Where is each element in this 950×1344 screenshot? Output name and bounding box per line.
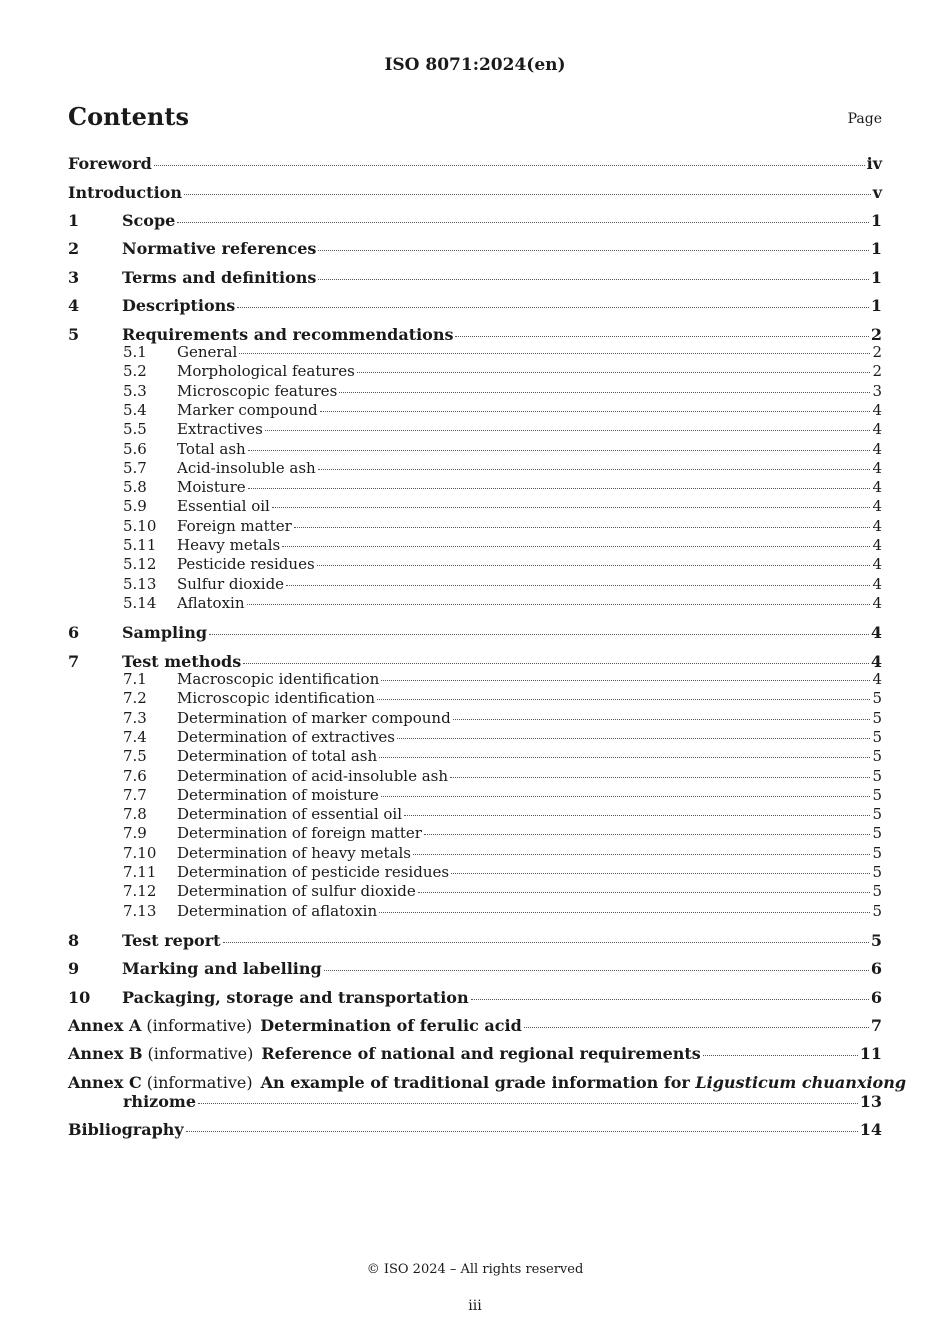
dot-leader <box>455 336 868 337</box>
toc-subentry[interactable] <box>68 844 882 863</box>
dot-leader <box>272 507 871 508</box>
toc-entry-page: 4 <box>872 670 882 688</box>
dot-leader <box>397 738 870 739</box>
toc-entry-number: 5.5 <box>123 420 147 439</box>
toc-subentry[interactable] <box>68 786 882 805</box>
toc-entry-page: 4 <box>872 593 882 612</box>
dot-leader <box>184 194 871 195</box>
toc-entry-number: 5.8 <box>123 478 147 497</box>
toc-entry-page: 4 <box>872 497 882 516</box>
toc-subentry[interactable] <box>68 401 882 420</box>
dot-leader <box>453 719 871 720</box>
toc-entry-page: 2 <box>872 343 882 361</box>
toc-entry-page: 4 <box>872 516 882 535</box>
toc-entry-title: Determination of sulfur dioxide <box>177 882 416 901</box>
toc-entry-title: Macroscopic identification <box>177 670 380 688</box>
dot-leader <box>379 912 870 913</box>
toc-subentry[interactable] <box>68 902 882 921</box>
toc-entry[interactable] <box>68 988 882 1010</box>
toc-entry-number: 3 <box>68 268 80 287</box>
toc-entry-title: Moisture <box>177 478 246 497</box>
toc-entry-title: Determination of total ash <box>177 747 378 766</box>
toc-annex-entry-continuation[interactable] <box>68 1092 882 1114</box>
annex-page: 11 <box>859 1044 882 1063</box>
toc-entry-page: iv <box>866 154 882 173</box>
toc-subentry[interactable] <box>68 805 882 824</box>
dot-leader <box>248 488 871 489</box>
toc-entry-title: Introduction <box>68 183 182 202</box>
toc-entry-page: 6 <box>870 959 882 978</box>
toc-entry-number: 10 <box>68 988 91 1007</box>
toc-entry-number: 5.3 <box>123 381 147 400</box>
toc-entry-page: 3 <box>872 381 882 400</box>
toc-entry-page: 4 <box>872 400 882 419</box>
toc-entry-title: Scope <box>122 211 176 230</box>
dot-leader <box>451 873 870 874</box>
toc-entry-number: 7.10 <box>123 843 157 862</box>
toc-entry-number: 7.7 <box>123 785 147 804</box>
dot-leader <box>286 585 870 586</box>
toc-entry[interactable] <box>68 154 882 176</box>
toc-entry-title: Determination of foreign matter <box>177 824 422 843</box>
dot-leader <box>324 970 869 971</box>
toc-entry-number: 7.5 <box>123 747 147 766</box>
toc-entry-number: 2 <box>68 239 80 258</box>
toc-entry-page: 4 <box>872 439 882 458</box>
toc-entry-number: 6 <box>68 623 80 642</box>
dot-leader <box>294 527 871 528</box>
dot-leader <box>198 1103 858 1104</box>
toc-subentry[interactable] <box>68 575 882 594</box>
toc-entry-number: 5.12 <box>123 555 157 574</box>
toc-entry-title: Determination of marker compound <box>177 708 451 727</box>
dot-leader <box>418 892 871 893</box>
dot-leader <box>177 222 869 223</box>
toc-entry-page: 4 <box>870 652 882 671</box>
toc-entry-number: 7.13 <box>123 901 157 920</box>
annex-title: Determination of ferulic acid <box>260 1016 522 1035</box>
toc-entry-title: Marker compound <box>177 400 318 419</box>
toc-entry-title: Determination of essential oil <box>177 805 403 824</box>
toc-entry-page: 4 <box>872 574 882 593</box>
dot-leader <box>404 815 870 816</box>
toc-subentry[interactable] <box>68 728 882 747</box>
toc-subentry[interactable] <box>68 478 882 497</box>
annex-title: Reference of national and regional requirements <box>261 1044 701 1063</box>
toc-entry-title: General <box>177 343 238 361</box>
toc-entry-page: 5 <box>872 785 882 804</box>
toc-bibliography-entry[interactable] <box>68 1120 882 1142</box>
toc-subentry[interactable] <box>68 767 882 786</box>
toc-entry[interactable] <box>68 623 882 645</box>
toc-entry[interactable] <box>68 239 882 261</box>
dot-leader <box>239 353 870 354</box>
toc-entry-title: Descriptions <box>122 296 236 315</box>
toc-entry-number: 7.3 <box>123 708 147 727</box>
toc-entry-title: Packaging, storage and transportation <box>122 988 469 1007</box>
contents-title: Contents <box>68 102 189 131</box>
toc-entry-number: 5 <box>68 325 80 344</box>
toc-entry-number: 7.4 <box>123 727 147 746</box>
toc-entry-title: Microscopic identification <box>177 689 376 708</box>
toc-entry-page: 1 <box>870 211 882 230</box>
toc-entry-number: 7.11 <box>123 863 157 881</box>
dot-leader <box>318 469 871 470</box>
dot-leader <box>320 411 871 412</box>
toc-entry-number: 7.1 <box>123 670 147 688</box>
dot-leader <box>186 1131 858 1132</box>
dot-leader <box>381 680 870 681</box>
dot-leader <box>450 777 870 778</box>
dot-leader <box>339 392 870 393</box>
toc-entry-title: Determination of heavy metals <box>177 843 412 862</box>
dot-leader <box>209 634 869 635</box>
toc-subentry[interactable] <box>68 594 882 613</box>
toc-entry-title: Sampling <box>122 623 208 642</box>
toc-entry-page: 5 <box>872 747 882 766</box>
annex-kind: (informative) <box>146 1016 253 1035</box>
toc-entry-page: 4 <box>870 623 882 642</box>
toc-entry-page: 5 <box>870 931 882 950</box>
toc-subentry[interactable] <box>68 555 882 574</box>
dot-leader <box>237 307 869 308</box>
dot-leader <box>318 250 868 251</box>
annex-page: 13 <box>859 1092 882 1111</box>
toc-entry-page: 5 <box>872 901 882 920</box>
annex-title-continuation: rhizome <box>123 1092 197 1111</box>
toc-entry-number: 5.14 <box>123 593 157 612</box>
toc-entry-title: Determination of acid-insoluble ash <box>177 766 449 785</box>
toc-entry-page: 5 <box>872 689 882 708</box>
annex-page: 7 <box>870 1016 882 1035</box>
dot-leader <box>282 546 870 547</box>
toc-entry-title: Heavy metals <box>177 536 281 554</box>
toc-entry[interactable] <box>68 959 882 981</box>
toc-entry-number: 7 <box>68 652 80 671</box>
toc-entry-number: 5.2 <box>123 362 147 381</box>
toc-subentry[interactable] <box>68 459 882 478</box>
toc-entry-title: Morphological features <box>177 362 355 381</box>
toc-entry[interactable] <box>68 296 882 318</box>
toc-entry-title: Microscopic features <box>177 381 338 400</box>
toc-entry-number: 5.10 <box>123 516 157 535</box>
toc-subentry[interactable] <box>68 536 882 555</box>
toc-entry-number: 5.13 <box>123 574 157 593</box>
annex-label: Annex C <box>68 1073 142 1092</box>
toc-entry-page: 4 <box>872 458 882 477</box>
dot-leader <box>379 757 870 758</box>
toc-entry-number: 5.6 <box>123 439 147 458</box>
bibliography-page: 14 <box>859 1120 882 1139</box>
toc-entry-title: Test report <box>122 931 221 950</box>
toc-subentry[interactable] <box>68 420 882 439</box>
toc-subentry[interactable] <box>68 863 882 882</box>
toc-entry[interactable] <box>68 211 882 233</box>
toc-annex-entry[interactable] <box>68 1044 882 1066</box>
toc-entry-title: Sulfur dioxide <box>177 574 285 593</box>
annex-title: An example of traditional grade information for <box>260 1073 696 1092</box>
toc-subentry[interactable] <box>68 497 882 516</box>
toc-entry-title: Determination of moisture <box>177 785 379 804</box>
toc-entry-page: 5 <box>872 824 882 843</box>
toc-entry-number: 9 <box>68 959 80 978</box>
toc-entry-page: 4 <box>872 555 882 574</box>
dot-leader <box>413 854 870 855</box>
dot-leader <box>265 430 871 431</box>
toc-entry-page: 6 <box>870 988 882 1007</box>
toc-annex-entry[interactable] <box>68 1016 882 1038</box>
dot-leader <box>424 834 870 835</box>
toc-subentry[interactable] <box>68 362 882 381</box>
toc-entry-title: Essential oil <box>177 497 270 516</box>
toc-entry[interactable] <box>68 268 882 290</box>
toc-entry-number: 5.1 <box>123 343 147 361</box>
dot-leader <box>377 699 870 700</box>
dot-leader <box>381 796 871 797</box>
toc-entry-number: 7.8 <box>123 805 147 824</box>
dot-leader <box>703 1055 858 1056</box>
toc-entry-title: Requirements and recommendations <box>122 325 454 344</box>
toc-entry-title: Pesticide residues <box>177 555 315 574</box>
page-number: iii <box>468 1298 482 1314</box>
toc-subentry[interactable] <box>68 343 882 362</box>
toc-entry-title: Total ash <box>177 439 246 458</box>
dot-leader <box>318 279 868 280</box>
dot-leader <box>154 165 865 166</box>
toc-entry-number: 5.4 <box>123 400 147 419</box>
toc-subentry[interactable] <box>68 709 882 728</box>
toc-entry-number: 5.11 <box>123 536 157 554</box>
toc-entry-page: 5 <box>872 843 882 862</box>
toc-entry[interactable] <box>68 931 882 953</box>
toc-entry-page: 5 <box>872 805 882 824</box>
dot-leader <box>524 1027 869 1028</box>
bibliography-title: Bibliography <box>68 1120 184 1139</box>
annex-kind: (informative) <box>147 1044 254 1063</box>
toc-subentry[interactable] <box>68 747 882 766</box>
copyright-footer: © ISO 2024 – All rights reserved <box>366 1262 584 1277</box>
dot-leader <box>223 942 869 943</box>
document-header: ISO 8071:2024(en) <box>384 55 566 75</box>
annex-label: Annex B <box>68 1044 143 1063</box>
toc-entry-page: 5 <box>872 708 882 727</box>
toc-entry-title: Marking and labelling <box>122 959 322 978</box>
dot-leader <box>357 372 871 373</box>
toc-entry-title: Test methods <box>122 652 242 671</box>
dot-leader <box>317 565 871 566</box>
toc-annex-entry[interactable] <box>68 1073 907 1092</box>
dot-leader <box>248 450 871 451</box>
toc-entry-number: 1 <box>68 211 80 230</box>
toc-entry-title: Normative references <box>122 239 317 258</box>
toc-entry-title: Acid-insoluble ash <box>177 458 316 477</box>
toc-entry-page: 5 <box>872 727 882 746</box>
toc-subentry[interactable] <box>68 689 882 708</box>
toc-entry-title: Extractives <box>177 420 263 439</box>
annex-kind: (informative) <box>146 1073 253 1092</box>
toc-entry-title: Determination of extractives <box>177 727 395 746</box>
toc-entry-page: 1 <box>870 268 882 287</box>
toc-entry-number: 8 <box>68 931 80 950</box>
toc-entry-number: 5.9 <box>123 497 147 516</box>
toc-entry-page: v <box>872 183 882 202</box>
dot-leader <box>243 663 869 664</box>
toc-entry-page: 5 <box>872 863 882 881</box>
toc-entry[interactable] <box>68 183 882 205</box>
toc-subentry[interactable] <box>68 882 882 901</box>
toc-entry-number: 5.7 <box>123 458 147 477</box>
toc-entry-title: Determination of aflatoxin <box>177 901 378 920</box>
annex-label: Annex A <box>68 1016 142 1035</box>
toc-entry-number: 7.2 <box>123 689 147 708</box>
toc-entry-page: 4 <box>872 478 882 497</box>
toc-entry-page: 4 <box>872 536 882 554</box>
dot-leader <box>247 604 871 605</box>
toc-entry-page: 2 <box>870 325 882 344</box>
toc-entry-number: 7.12 <box>123 882 157 901</box>
toc-subentry[interactable] <box>68 440 882 459</box>
toc-entry-title: Foreword <box>68 154 152 173</box>
toc-entry-page: 1 <box>870 296 882 315</box>
toc-entry-page: 5 <box>872 766 882 785</box>
annex-title-italic: Ligusticum chuanxiong <box>695 1073 907 1092</box>
toc-entry-title: Foreign matter <box>177 516 292 535</box>
toc-subentry[interactable] <box>68 670 882 689</box>
toc-subentry[interactable] <box>68 824 882 843</box>
toc-entry-page: 4 <box>872 420 882 439</box>
toc-entry-page: 1 <box>870 239 882 258</box>
toc-entry-page: 5 <box>872 882 882 901</box>
dot-leader <box>471 999 869 1000</box>
toc-subentry[interactable] <box>68 382 882 401</box>
toc-entry-title: Aflatoxin <box>177 593 245 612</box>
toc-entry-title: Determination of pesticide residues <box>177 863 450 881</box>
toc-entry-number: 4 <box>68 296 80 315</box>
page-column-label: Page <box>847 111 882 127</box>
toc-entry-number: 7.6 <box>123 766 147 785</box>
toc-subentry[interactable] <box>68 517 882 536</box>
toc-entry-number: 7.9 <box>123 824 147 843</box>
toc-entry-title: Terms and definitions <box>122 268 317 287</box>
toc-entry-page: 2 <box>872 362 882 381</box>
